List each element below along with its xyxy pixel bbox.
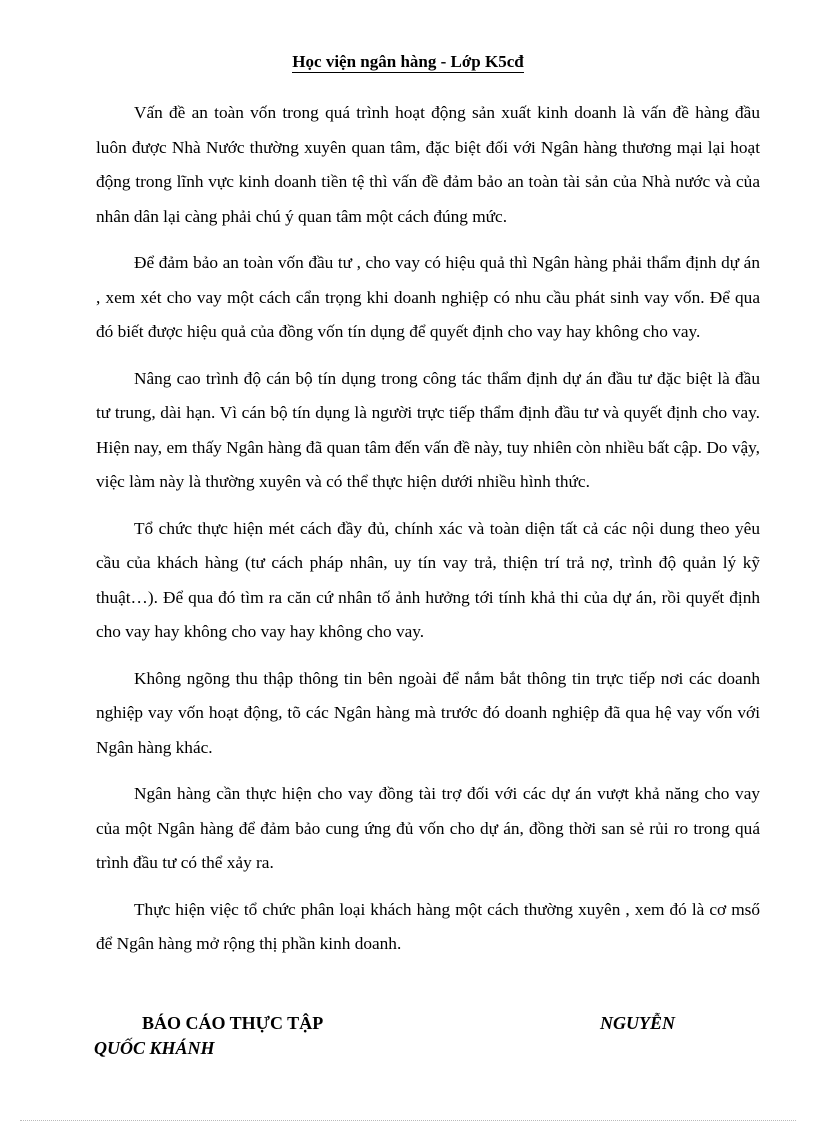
paragraph-2: Để đảm bảo an toàn vốn đầu tư , cho vay có hiệu quả thì Ngân hàng phải thẩm định dự án , xem xét cho vay một cách cẩn trọng khi doanh nghiệp có nhu cầu phát sinh vay vốn. Để qua đó biết được hiệu quả của đồng vốn tín dụng để quyết định cho vay hay không cho vay. bbox=[96, 253, 760, 341]
footer-author-line2: QUỐC KHÁNH bbox=[94, 1038, 215, 1058]
footer-author-line1: NGUYỄN bbox=[600, 1013, 675, 1033]
paragraph-4: Tổ chức thực hiện mét cách đầy đủ, chính xác và toàn diện tất cả các nội dung theo yêu cầu của khách hàng (tư cách pháp nhân, uy tín vay trả, thiện trí trả nợ, trình độ quản lý kỹ thuật…). Để qua đó tìm ra căn cứ nhân tố ảnh hưởng tới tính khả thi của dự án, rồi quyết định cho vay hay không cho vay hay không cho vay. bbox=[96, 518, 760, 641]
paragraph-1: Vấn đề an toàn vốn trong quá trình hoạt động sản xuất kinh doanh là vấn đề hàng đầu luôn được Nhà Nước thường xuyên quan tâm, đặc biệt đối với Ngân hàng thương mại lại hoạt động trong lĩnh vực kinh doanh tiền tệ thì vấn đề đảm bảo an toàn tài sản của Nhà nước và của nhân dân lại càng phải chú ý quan tâm một cách đúng mức. bbox=[96, 103, 760, 226]
page-footer bbox=[96, 1013, 696, 1073]
page-bottom-divider bbox=[20, 1120, 796, 1121]
footer-report-label: BÁO CÁO THỰC TẬP bbox=[142, 1013, 324, 1033]
page-header bbox=[0, 52, 816, 72]
paragraph-7: Thực hiện việc tổ chức phân loại khách hàng một cách thường xuyên , xem đó là cơ mső để Ngân hàng mở rộng thị phần kinh doanh. bbox=[96, 899, 760, 953]
paragraph-3: Nâng cao trình độ cán bộ tín dụng trong công tác thẩm định dự án đầu tư đặc biệt là đầu tư trung, dài hạn. Vì cán bộ tín dụng là người trực tiếp thẩm định đầu tư và quyết định cho vay. Hiện nay, em thấy Ngân hàng đã quan tâm đến vấn đề này, tuy nhiên còn nhiều bất cập. Do vậy, việc làm này là thường xuyên và có thể thực hiện dưới nhiều hình thức. bbox=[96, 368, 760, 491]
paragraph-6: Ngân hàng cần thực hiện cho vay đồng tài trợ đối với các dự án vượt khả năng cho vay của một Ngân hàng để đảm bảo cung ứng đủ vốn cho dự án, đồng thời san sẻ rủi ro trong quá trình đầu tư có thể xảy ra. bbox=[96, 784, 760, 872]
paragraph-5: Không ngõng thu thập thông tin bên ngoài để nắm bắt thông tin trực tiếp nơi các doanh nghiệp vay vốn hoạt động, tõ các Ngân hàng mà trước đó doanh nghiệp đã qua hệ vay vốn với Ngân hàng khác. bbox=[96, 668, 760, 757]
header-title: Học viện ngân hàng - Lớp K5cđ bbox=[292, 52, 524, 71]
document-body bbox=[96, 96, 760, 974]
